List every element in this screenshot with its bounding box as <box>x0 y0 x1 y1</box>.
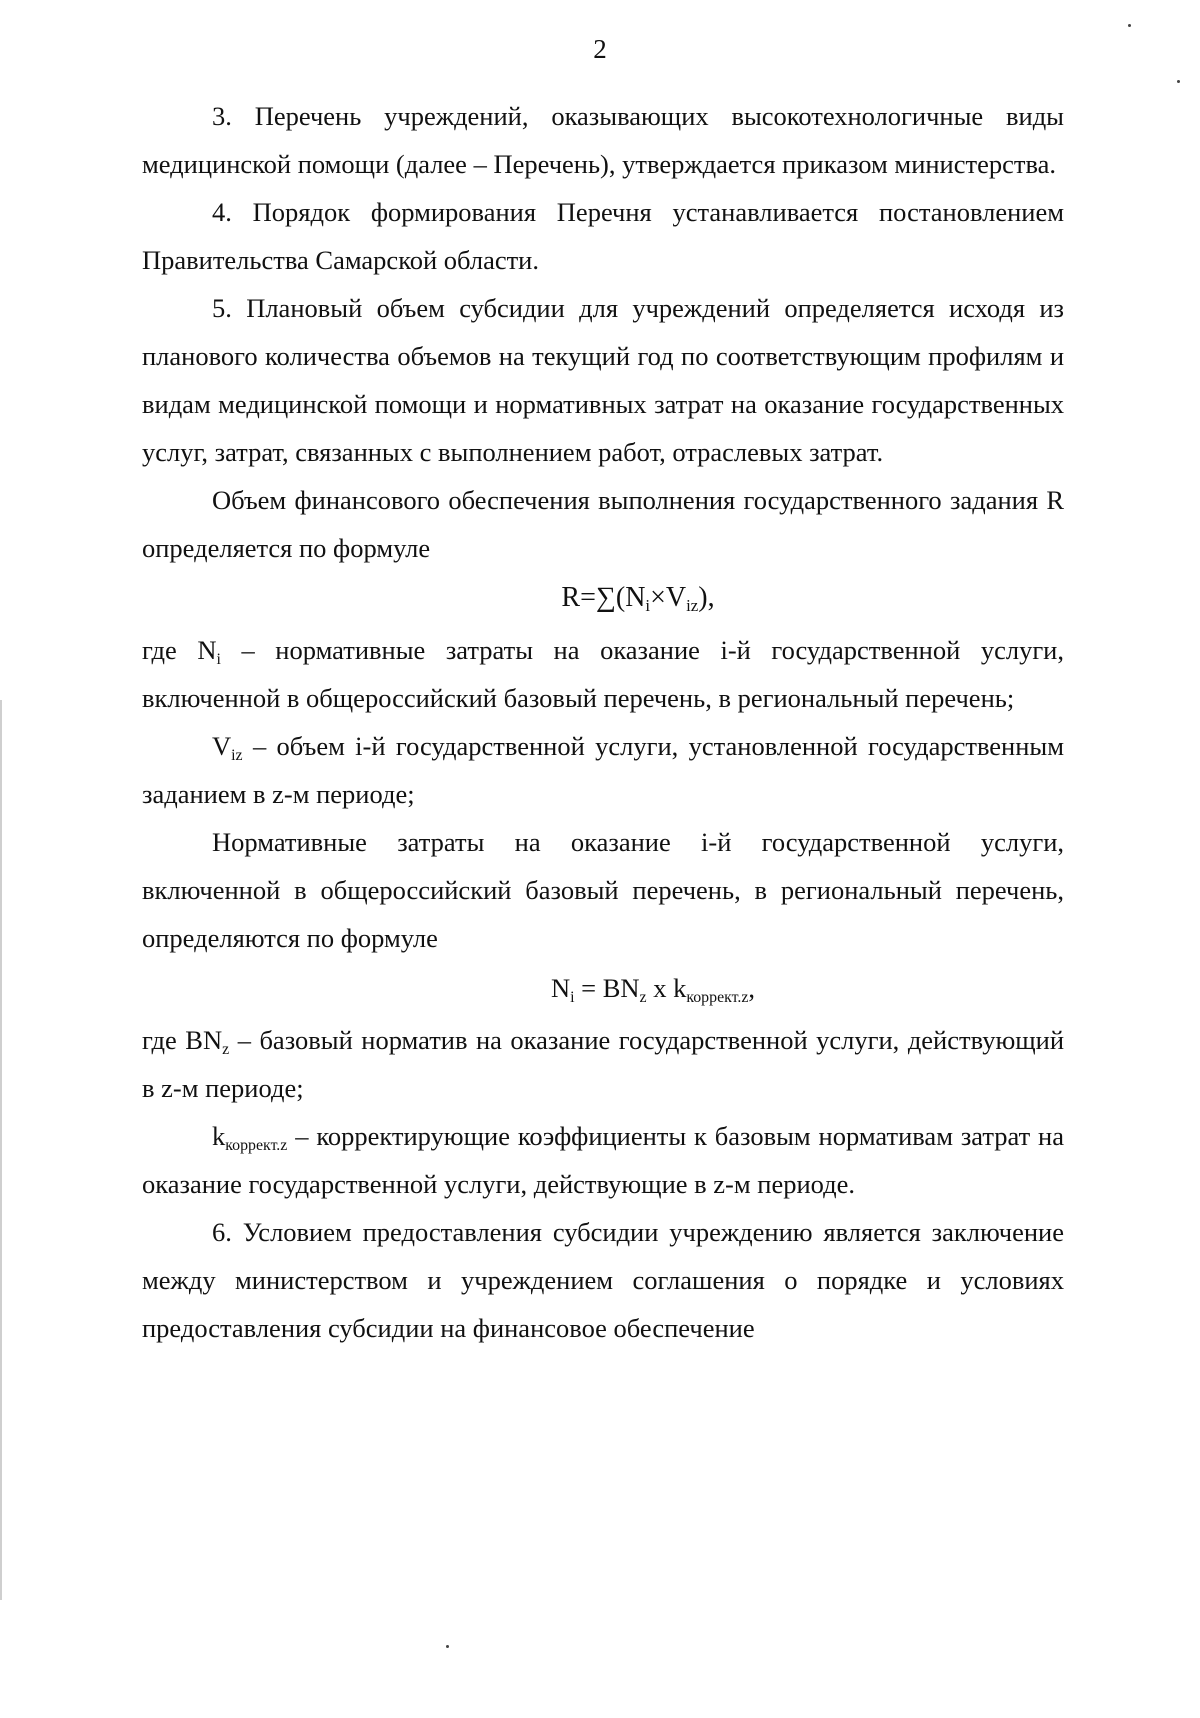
scan-speck <box>446 1645 449 1648</box>
definition-viz <box>142 722 1064 818</box>
definition-bnz-prefix: где BN <box>142 1025 223 1055</box>
definition-bnz <box>142 1016 1064 1112</box>
formula-r-times: × <box>650 582 666 613</box>
definition-ni-text: – нормативные затраты на оказание i-й государственной услуги, включенной в общероссийский базовый перечень, в региональный перечень; <box>142 635 1064 713</box>
formula-ni-eq: = BN <box>574 973 640 1003</box>
definition-k-text: – корректирующие коэффициенты к базовым нормативам затрат на оказание государственной услуги, действующие в z-м периоде. <box>142 1121 1064 1199</box>
formula-r <box>142 574 1064 622</box>
definition-viz-sub: iz <box>231 746 243 764</box>
definition-viz-text: – объем i-й государственной услуги, установленной государственным заданием в z-м периоде; <box>142 731 1064 809</box>
formula-ni-tail: , <box>748 973 756 1003</box>
formula-r-v: V <box>665 582 687 613</box>
definition-ni <box>142 626 1064 722</box>
formula-ni-k-sub: коррект.z <box>686 988 749 1006</box>
definition-ni-prefix: где N <box>142 635 217 665</box>
formula-r-n-sub: i <box>645 596 651 616</box>
formula-ni <box>142 964 1064 1012</box>
scan-edge-line <box>0 700 2 1600</box>
definition-viz-prefix: V <box>212 731 232 761</box>
formula-ni-n: N <box>550 973 571 1003</box>
paragraph-volume: Объем финансового обеспечения выполнения государственного задания R определяется по формуле <box>142 485 1064 563</box>
formula-ni-x: x k <box>646 973 687 1003</box>
formula-ni-bn-sub: z <box>639 988 647 1006</box>
scan-speck <box>1128 24 1131 27</box>
definition-ni-sub: i <box>216 650 221 668</box>
definition-k-sub: коррект.z <box>225 1136 288 1154</box>
scan-speck <box>1177 80 1180 83</box>
paragraph-5: 5. Плановый объем субсидии для учреждений определяется исходя из планового количества объемов на текущий год по соответствующим профилям и видам медицинской помощи и нормативных затрат на оказание государственных услуг, затрат, связанных с выполнением работ, отраслевых затрат. <box>142 293 1064 467</box>
definition-bnz-sub: z <box>222 1040 230 1058</box>
formula-r-lhs: R=∑( <box>561 582 626 613</box>
formula-r-v-sub: iz <box>686 596 699 616</box>
paragraph-4: 4. Порядок формирования Перечня устанавливается постановлением Правительства Самарской области. <box>142 197 1064 275</box>
formula-ni-n-sub: i <box>570 988 575 1006</box>
definition-bnz-text: – базовый норматив на оказание государственной услуги, действующий в z-м периоде; <box>142 1025 1065 1103</box>
definition-k-prefix: k <box>212 1121 226 1151</box>
formula-r-n: N <box>625 582 646 613</box>
page-number: 2 <box>593 34 607 64</box>
paragraph-normative: Нормативные затраты на оказание i-й государственной услуги, включенной в общероссийский базовый перечень, в региональный перечень, определяются по формуле <box>142 827 1064 953</box>
paragraph-6: 6. Условием предоставления субсидии учреждению является заключение между министерством и учреждением соглашения о порядке и условиях предоставления субсидии на финансовое обеспечение <box>142 1217 1064 1343</box>
document-body <box>142 92 1064 1352</box>
definition-k <box>142 1112 1064 1208</box>
formula-r-rhs: ), <box>698 582 715 613</box>
paragraph-3: 3. Перечень учреждений, оказывающих высокотехнологичные виды медицинской помощи (далее – Перечень), утверждается приказом министерства. <box>142 101 1064 179</box>
